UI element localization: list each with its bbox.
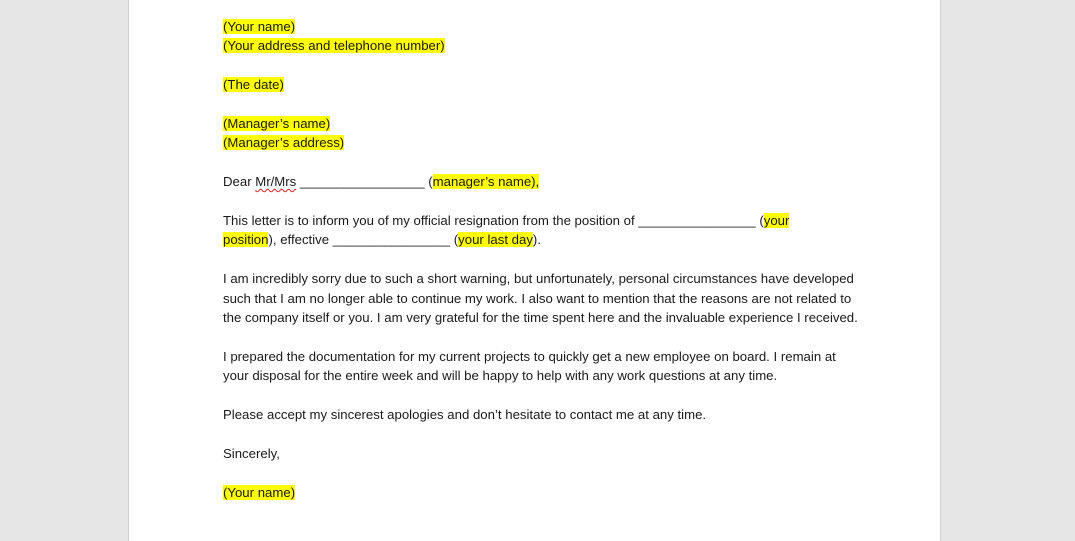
- position-placeholder-b: position: [223, 232, 269, 248]
- recipient-name-line: [223, 114, 863, 133]
- recipient-address-placeholder: (Manager’s address): [223, 135, 345, 151]
- recipient-address-line: [223, 133, 863, 152]
- paragraph-text: ), effective ________________ (: [268, 232, 459, 248]
- paragraph-text: This letter is to inform you of my official resignation from the position of ________________ (: [223, 213, 764, 228]
- salutation: [223, 172, 863, 191]
- sender-address-placeholder: (Your address and telephone number): [223, 38, 445, 54]
- signature-placeholder: (Your name): [223, 484, 296, 500]
- paragraph-apology: I am incredibly sorry due to such a short warning, but unfortunately, personal circumstances have developed such that I am no longer able to continue my work. I also want to mention that the reasons are not related to the company itself or you. I am very grateful for the time spent here and the invaluable experience I received.: [223, 271, 858, 326]
- sender-name-placeholder: (Your name): [223, 19, 296, 34]
- last-day-placeholder: your last day: [458, 232, 533, 248]
- position-placeholder-a: your: [763, 213, 790, 228]
- paragraph-closing-note: Please accept my sincerest apologies and don’t hesitate to contact me at any time.: [223, 407, 707, 423]
- paragraph-resignation: [223, 211, 863, 250]
- sender-name-line: [223, 17, 863, 36]
- salutation-blank: _________________ (: [296, 174, 433, 190]
- salutation-name-placeholder: manager’s name),: [432, 174, 540, 190]
- date-placeholder: (The date): [223, 77, 284, 93]
- date-line: [223, 75, 863, 94]
- sender-address-line: [223, 36, 863, 55]
- recipient-name-placeholder: (Manager’s name): [223, 116, 331, 131]
- paragraph-text: ).: [532, 232, 541, 248]
- letter-body: [223, 17, 863, 502]
- paragraph-handover: I prepared the documentation for my current projects to quickly get a new employee on board. I remain at your disposal for the entire week and will be happy to help with any work questions at any time.: [223, 348, 836, 384]
- signature-line: [223, 483, 863, 502]
- closing: Sincerely,: [223, 445, 280, 461]
- salutation-title: Mr/Mrs: [255, 174, 297, 190]
- salutation-prefix: Dear: [223, 174, 256, 190]
- document-page: [128, 0, 941, 541]
